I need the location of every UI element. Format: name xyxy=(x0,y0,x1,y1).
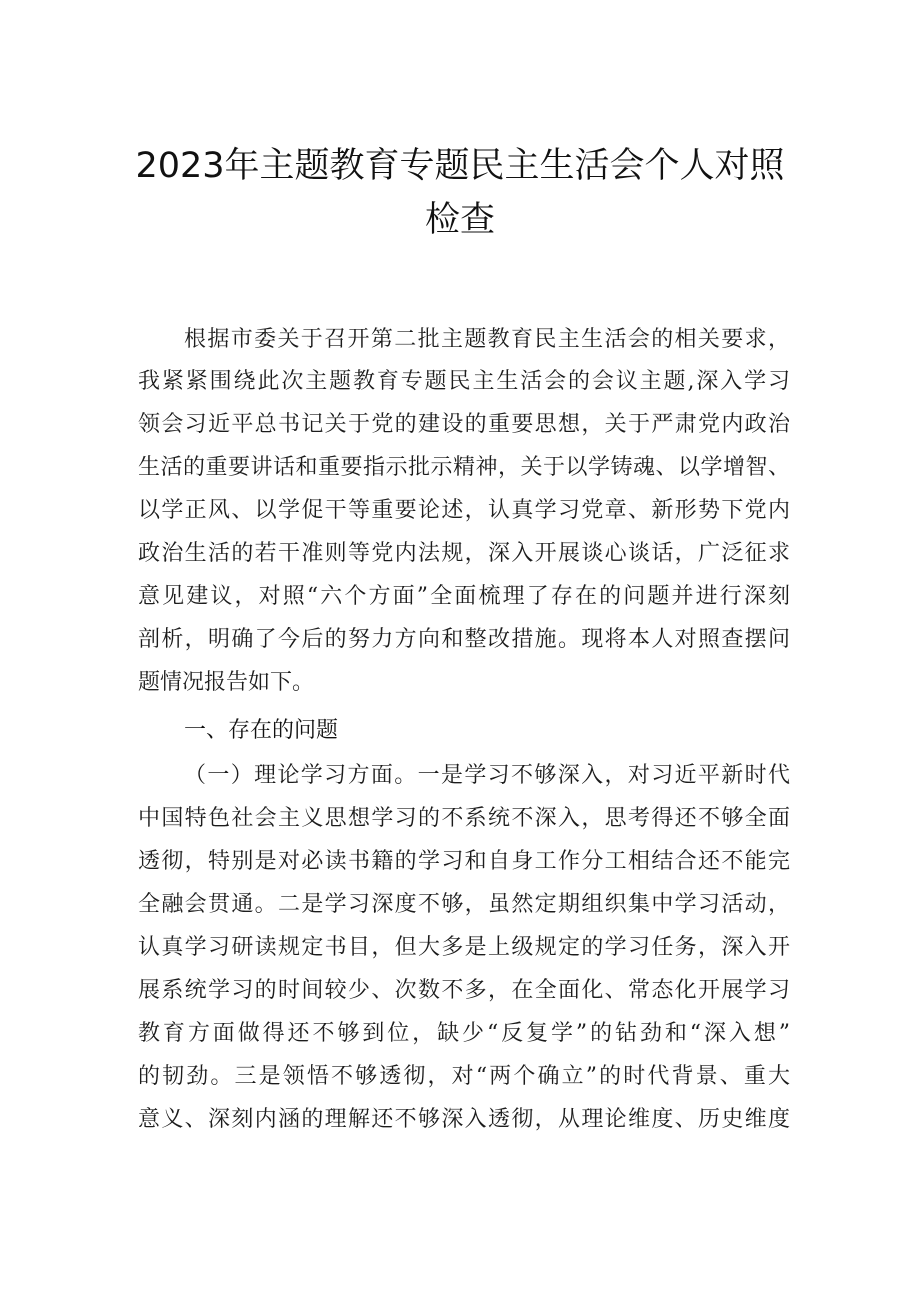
paragraph-2-line: 中国特色社会主义思想学习的不系统不深入，思考得还不够全面 xyxy=(138,806,790,831)
section-heading: 一、存在的问题 xyxy=(184,718,339,743)
paragraph-2-line: 教育方面做得还不够到位，缺少“反复学”的钻劲和“深入想” xyxy=(138,1021,790,1046)
paragraph-2-line: 意义、深刻内涵的理解还不够深入透彻，从理论维度、历史维度 xyxy=(138,1107,790,1132)
paragraph-2-line: 展系统学习的时间较少、次数不多，在全面化、常态化开展学习 xyxy=(138,978,790,1003)
paragraph-2-line: （一）理论学习方面。一是学习不够深入，对习近平新时代 xyxy=(184,763,790,788)
paragraph-1-line: 以学正风、以学促干等重要论述，认真学习党章、新形势下党内 xyxy=(138,498,790,523)
paragraph-1-line: 领会习近平总书记关于党的建设的重要思想，关于严肃党内政治 xyxy=(138,412,790,437)
paragraph-1-line: 意见建议，对照“六个方面”全面梳理了存在的问题并进行深刻 xyxy=(138,584,790,609)
paragraph-1-line: 题情况报告如下。 xyxy=(138,670,315,695)
paragraph-2-line: 透彻，特别是对必读书籍的学习和自身工作分工相结合还不能完 xyxy=(138,849,790,874)
paragraph-1-line: 我紧紧围绕此次主题教育专题民主生活会的会议主题,深入学习 xyxy=(138,369,790,394)
paragraph-1-line: 根据市委关于召开第二批主题教育民主生活会的相关要求， xyxy=(184,327,790,352)
paragraph-1-line: 生活的重要讲话和重要指示批示精神，关于以学铸魂、以学增智、 xyxy=(138,455,790,480)
paragraph-2-line: 全融会贯通。二是学习深度不够，虽然定期组织集中学习活动， xyxy=(138,892,790,917)
paragraph-2-line: 的韧劲。三是领悟不够透彻，对“两个确立”的时代背景、重大 xyxy=(138,1064,790,1089)
document-title-line-1: 2023年主题教育专题民主生活会个人对照 xyxy=(135,146,785,186)
paragraph-1-line: 政治生活的若干准则等党内法规，深入开展谈心谈话，广泛征求 xyxy=(138,541,790,566)
document-title-line-2: 检查 xyxy=(424,200,495,240)
paragraph-2-line: 认真学习研读规定书目，但大多是上级规定的学习任务，深入开 xyxy=(138,935,790,960)
paragraph-1-line: 剖析，明确了今后的努力方向和整改措施。现将本人对照查摆问 xyxy=(138,627,790,652)
